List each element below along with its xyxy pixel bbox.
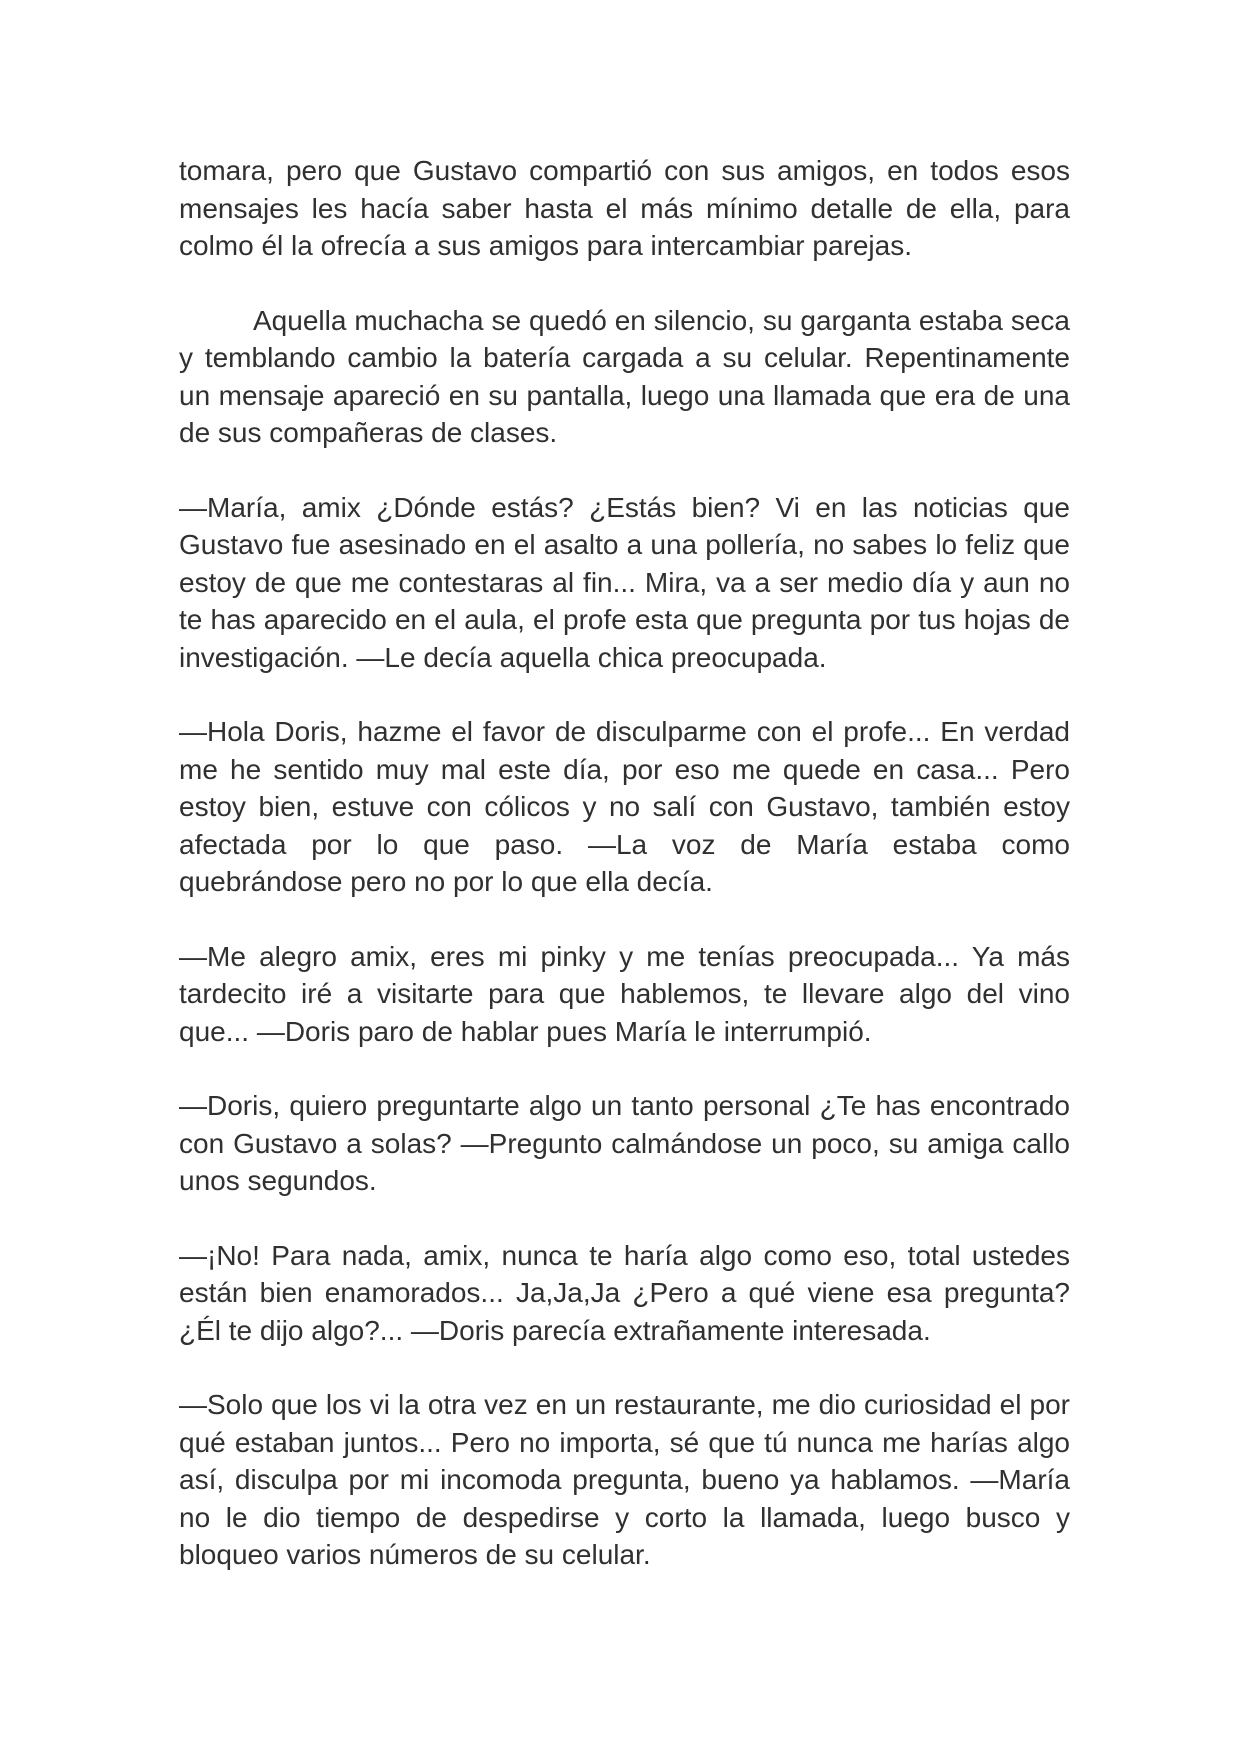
- body-text: [179, 152, 1070, 1611]
- paragraph-dialogue-doris-3: —¡No! Para nada, amix, nunca te haría algo como eso, total ustedes están bien enamorados... Ja,Ja,Ja ¿Pero a qué viene esa pregunta? ¿Él te dijo algo?... —Doris parecía extrañamente interesada.: [179, 1239, 1070, 1346]
- paragraph-dialogue-doris-1: —María, amix ¿Dónde estás? ¿Estás bien? Vi en las noticias que Gustavo fue asesinado en el asalto a una pollería, no sabes lo feliz que estoy de que me contestaras al fin... Mira, va a ser medio día y aun no te has aparecido en el aula, el profe esta que pregunta por tus hojas de investigación. —Le decía aquella chica preocupada.: [179, 491, 1070, 673]
- paragraph-dialogue-doris-2: —Me alegro amix, eres mi pinky y me tenías preocupada... Ya más tardecito iré a visitarte para que hablemos, te llevare algo del vino que... —Doris paro de hablar pues María le interrumpió.: [179, 940, 1070, 1047]
- paragraph-dialogue-maria-3: —Solo que los vi la otra vez en un restaurante, me dio curiosidad el por qué estaban juntos... Pero no importa, sé que tú nunca me harías algo así, disculpa por mi incomoda pregunta, bueno ya hablamos. —María no le dio tiempo de despedirse y corto la llamada, luego busco y bloqueo varios números de su celular.: [179, 1389, 1070, 1570]
- paragraph-narration: Aquella muchacha se quedó en silencio, su garganta estaba seca y temblando cambio la batería cargada a su celular. Repentinamente un mensaje apareció en su pantalla, luego una llamada que era de una de sus compañeras de clases.: [179, 304, 1070, 448]
- paragraph-continuation: tomara, pero que Gustavo compartió con sus amigos, en todos esos mensajes les hacía saber hasta el más mínimo detalle de ella, para colmo él la ofrecía a sus amigos para intercambiar parejas.: [179, 155, 1070, 261]
- paragraph-dialogue-maria-1: —Hola Doris, hazme el favor de disculparme con el profe... En verdad me he sentido muy mal este día, por eso me quede en casa... Pero estoy bien, estuve con cólicos y no salí con Gustavo, también estoy afectada por lo que paso. —La voz de María estaba como quebrándose pero no por lo que ella decía.: [179, 716, 1070, 897]
- paragraph-dialogue-maria-2: —Doris, quiero preguntarte algo un tanto personal ¿Te has encontrado con Gustavo a solas? —Pregunto calmándose un poco, su amiga callo unos segundos.: [179, 1090, 1070, 1196]
